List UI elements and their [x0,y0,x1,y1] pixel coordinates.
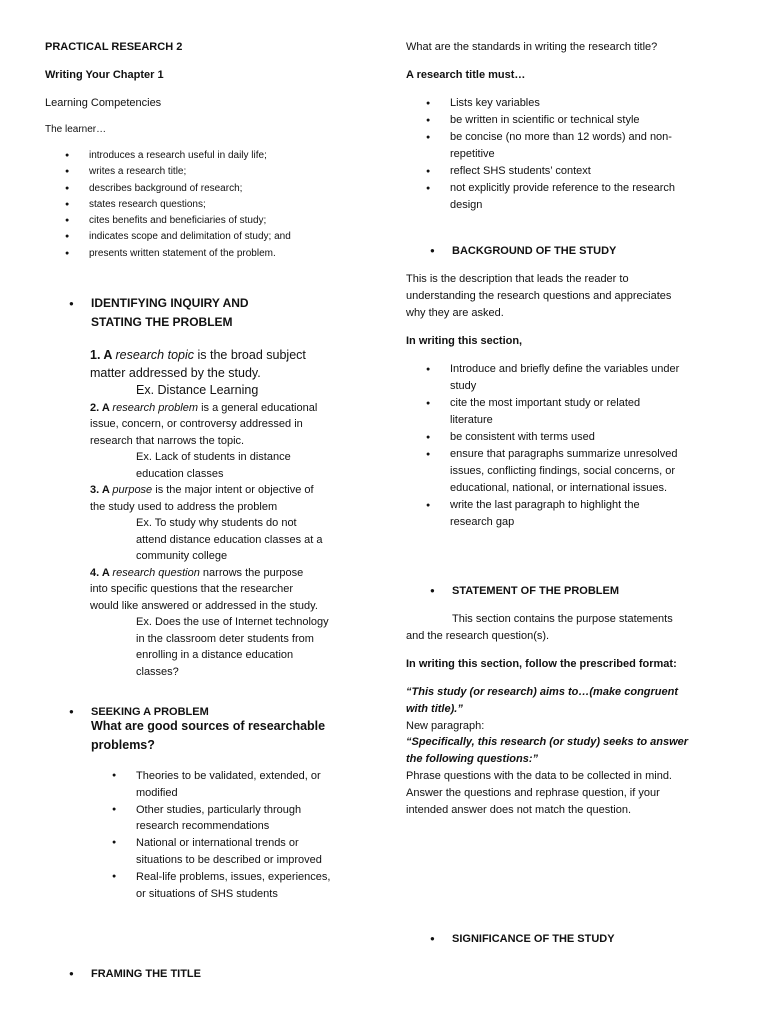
list-item: ● write the last paragraph to highlight the research gap [406,497,746,531]
list-item: ● be written in scientific or technical style [406,112,746,129]
list-item: ● Theories to be validated, extended, or modified [92,768,372,802]
list-item: ● cites benefits and beneficiaries of study; [45,213,365,229]
list-item: ● be concise (no more than 12 words) and non- repetitive [406,129,746,163]
list-item: ● Other studies, particularly through research recommendations [92,802,372,836]
framing-heading: ● FRAMING THE TITLE [91,966,201,982]
seeking-subheading: What are good sources of researchable problems? [91,719,326,752]
problem-sources-list [92,768,372,902]
list-item: ● indicates scope and delimitation of study; and [45,229,365,245]
list-item: ● Real-life problems, issues, experiences, or situations of SHS students [92,869,372,903]
title-must-heading: A research title must… [406,69,526,81]
list-item: ● Introduce and briefly define the variables under study [406,361,746,395]
list-item: ● states research questions; [45,197,365,213]
list-item: ● introduces a research useful in daily life; [45,148,365,164]
list-item: ● writes a research title; [45,164,365,180]
inquiry-heading: ● IDENTIFYING INQUIRY AND STATING THE PROBLEM [91,294,249,332]
chapter-title: Writing Your Chapter 1 [45,69,164,81]
seeking-heading: ● SEEKING A PROBLEM [91,704,209,720]
list-item: ● ensure that paragraphs summarize unresolved issues, conflicting findings, social concerns, or educational, national, or international issues. [406,446,746,497]
format-intro: In writing this section, follow the prescribed format: [406,658,677,670]
list-item: ● be consistent with terms used [406,429,746,446]
significance-heading: ● SIGNIFICANCE OF THE STUDY [452,931,615,947]
in-writing-label: In writing this section, [406,335,523,347]
competencies-heading: Learning Competencies [45,97,162,109]
example-text: Ex. Distance Learning [136,383,259,397]
prescribed-format: “This study (or research) aims to…(make congruent with title).” New paragraph: “Specifically, this research (or study) seeks to answer the following questions:” Phrase questions with the data to be collected in mind. Answer the questions and rephrase question, if your intended answer does not match the question. [406,686,689,816]
definition-problem: 2. A research problem is a general educational issue, concern, or controversy addressed in research that narrows the topic. Ex. Lack of students in distance education classes [90,401,318,480]
list-item: ● cite the most important study or related literature [406,395,746,429]
document-title: PRACTICAL RESEARCH 2 [45,41,183,53]
list-item: ● reflect SHS students’ context [406,163,746,180]
statement-description: This section contains the purpose statements and the research question(s). [406,613,673,642]
title-rules-list [406,95,746,214]
background-rules-list [406,361,746,531]
statement-heading: ● STATEMENT OF THE PROBLEM [452,583,619,599]
standards-question: What are the standards in writing the research title? [406,41,658,53]
list-item: ● describes background of research; [45,181,365,197]
learner-label: The learner… [45,124,107,135]
background-description: This is the description that leads the reader to understanding the research questions and appreciates why they are asked. [406,273,672,319]
background-heading: ● BACKGROUND OF THE STUDY [452,243,616,259]
definition-topic: 1. A research topic is the broad subject matter addressed by the study. Ex. Distance Learning [90,347,370,400]
list-item: ● Lists key variables [406,95,746,112]
list-item: ● presents written statement of the problem. [45,246,365,262]
definition-purpose: 3. A purpose is the major intent or objective of the study used to address the problem Ex. To study why students do not attend distance education classes at a community college [90,484,323,562]
definition-question: 4. A research question narrows the purpose into specific questions that the researcher would like answered or addressed in the study. Ex. Does the use of Internet technology in the classroom deter students from enrolling in a distance education classes? [90,566,329,678]
list-item: ● National or international trends or situations to be described or improved [92,835,372,869]
research-definitions [90,347,370,680]
learner-competency-list [45,148,365,262]
list-item: ● not explicitly provide reference to the research design [406,180,746,214]
